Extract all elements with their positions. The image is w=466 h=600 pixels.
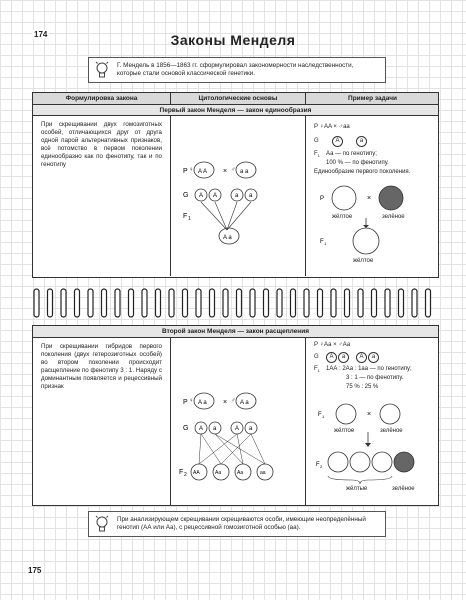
law2-formula: При скрещивании гибридов первого поколения (двух гетерозиготных особей) во втором поколении происходит расщепление по фенотипу 3 : 1. Наряду с доминантным появляется и рецессивный признак [41,343,162,390]
svg-text:2: 2 [184,472,187,478]
binder-ring [372,289,377,317]
svg-text:×: × [223,168,228,175]
binder-ring [399,289,404,317]
binder-ring [358,289,363,317]
f1-pea-icon [353,228,379,254]
lightbulb-icon [95,515,109,535]
binder-ring [156,289,161,317]
binder-ring [142,289,147,317]
svg-text:A A: A A [198,169,208,175]
green-pea-icon [379,186,403,210]
binder-ring [196,289,201,317]
law2-f1-line: 1АА : 2Аа : 1аа — по генотипу; [326,366,412,372]
svg-text:P: P [183,168,188,175]
law1-cyto-diagram [171,116,306,276]
svg-text:G: G [183,425,189,432]
binder-ring [426,289,431,317]
svg-text:a: a [249,193,253,199]
bottom-note [88,511,386,537]
svg-text:1: 1 [322,414,325,419]
law2-green-label: зелёное [380,428,403,434]
binder-ring [264,289,269,317]
svg-text:a: a [213,426,217,432]
law1-f1-yellow-label: жёлтое [353,258,374,264]
page-number-top: 174 [34,30,48,39]
law2-green2: зелёное [392,486,415,492]
law1-example: P ♀AA × ♂aa G A a $F_1$ Аа — по генотипу; 100 % — по фенотипу. Единообразие первого поколения. P × F 1 жёлтое зелёное жёлтое [314,124,411,264]
law2-percent: 75 % : 25 % [346,384,379,390]
svg-text:♂: ♂ [231,398,236,404]
svg-text:P: P [320,196,325,202]
law2-p-line: P ♀Аа × ♂Аа [314,342,351,348]
svg-text:A: A [213,193,218,199]
binder-ring [385,289,390,317]
svg-text:×: × [367,411,372,418]
law1-title: Первый закон Менделя — закон единообразия [33,105,438,116]
svg-text:AA: AA [193,470,200,476]
svg-text:1: 1 [324,241,327,246]
law1-formula: При скрещивании двух гомозиготных особей, отличающихся друг от друга одной парой альтернативных признаков, всё потомство в первом поколении единообразно как по фенотипу, так и по генотипу [41,121,162,168]
law1-g-label: G [314,138,319,144]
law2-cyto-diagram [171,338,306,505]
law2-yellow-plural: жёлтые [346,486,368,492]
svg-text:a: a [249,426,253,432]
svg-text:Aa: Aa [237,470,244,476]
svg-text:1: 1 [188,216,191,222]
binder-ring [48,289,53,317]
law1-yellow-label: жёлтое [332,214,353,220]
gamete-A: A [356,352,367,363]
svg-text:2: 2 [320,464,323,469]
svg-text:a: a [235,193,239,199]
yellow-pea-icon [332,186,356,210]
law1-green-label: зелёное [382,214,405,220]
svg-text:A a: A a [198,400,207,406]
binder-ring [183,289,188,317]
svg-text:A: A [199,426,204,432]
svg-text:F: F [318,412,322,418]
svg-text:G: G [183,192,189,199]
binder-rings [30,288,436,318]
svg-text:A a: A a [240,400,249,406]
svg-text:♀: ♀ [189,398,194,404]
law2-title: Второй закон Менделя — закон расщепления [33,326,438,338]
law1-percent: 100 % — по фенотипу. [326,160,389,166]
law2-yellow-label: жёлтое [334,428,355,434]
svg-text:A: A [235,426,240,432]
binder-ring [115,289,120,317]
law2-g-label: G [314,354,319,360]
header-example: Пример задачи [348,95,397,102]
gamete-a: a [356,136,367,147]
gamete-a: a [338,352,349,363]
law1-f1-line: Аа — по генотипу; [326,151,377,157]
lightbulb-icon [95,61,109,81]
law2-panel [32,325,439,506]
gamete-a: a [368,352,379,363]
binder-ring [34,289,39,317]
table-header [33,93,438,105]
binder-ring [412,289,417,317]
law2-example: P ♀Аа × ♂Аа G A a A a $F_1$ 1АА : 2Аа : 1аа — по генотипу; 3 : 1 — по фенотипу. 75 % : 25 % F 1 × F 2 жёлтое зелёное жёлтые зелёное [314,342,415,492]
binder-ring [75,289,80,317]
gamete-A: A [326,352,337,363]
law2-ratio: 3 : 1 — по фенотипу. [346,375,404,381]
svg-text:Aa: Aa [215,470,222,476]
svg-text:F: F [179,469,184,476]
header-cyto: Цитологические основы [171,93,306,104]
svg-text:×: × [223,399,228,406]
binder-ring [277,289,282,317]
binder-ring [304,289,309,317]
page-number-bottom: 175 [28,566,42,575]
svg-text:A: A [199,193,204,199]
intro-note-text: Г. Мендель в 1856—1863 гг. сформулировал закономерности наследственности, которые стали основой классической генетики. [117,62,354,77]
svg-text:♂: ♂ [231,167,236,173]
binder-ring [237,289,242,317]
svg-text:F: F [316,462,320,468]
svg-text:F: F [320,239,324,245]
svg-text:A a: A a [223,235,232,241]
page-title: Законы Менделя [170,32,296,48]
svg-text:aa: aa [260,470,266,476]
binder-ring [61,289,66,317]
binder-ring [291,289,296,317]
svg-text:♀: ♀ [189,167,194,173]
binder-ring [129,289,134,317]
intro-note [88,57,386,83]
gamete-A: A [332,136,343,147]
binder-ring [250,289,255,317]
svg-text:a a: a a [240,169,249,175]
binder-ring [331,289,336,317]
law1-panel [32,92,439,278]
bottom-note-text: При анализирующем скрещивании скрещиваются особи, имеющие неопределённый генотип (АА или Аа), с рецессивной гомозиготной особью (аа). [117,516,366,531]
binder-ring [169,289,174,317]
law1-p-line: P ♀AA × ♂aa [314,124,350,130]
binder-ring [223,289,228,317]
binder-ring [318,289,323,317]
binder-ring [345,289,350,317]
binder-ring [102,289,107,317]
binder-ring [88,289,93,317]
header-formula: Формулировка закона [33,93,171,104]
svg-text:F: F [183,213,188,220]
binder-ring [210,289,215,317]
svg-text:×: × [367,195,372,202]
svg-text:P: P [183,399,188,406]
law1-uniform: Единообразие первого поколения. [314,169,411,175]
